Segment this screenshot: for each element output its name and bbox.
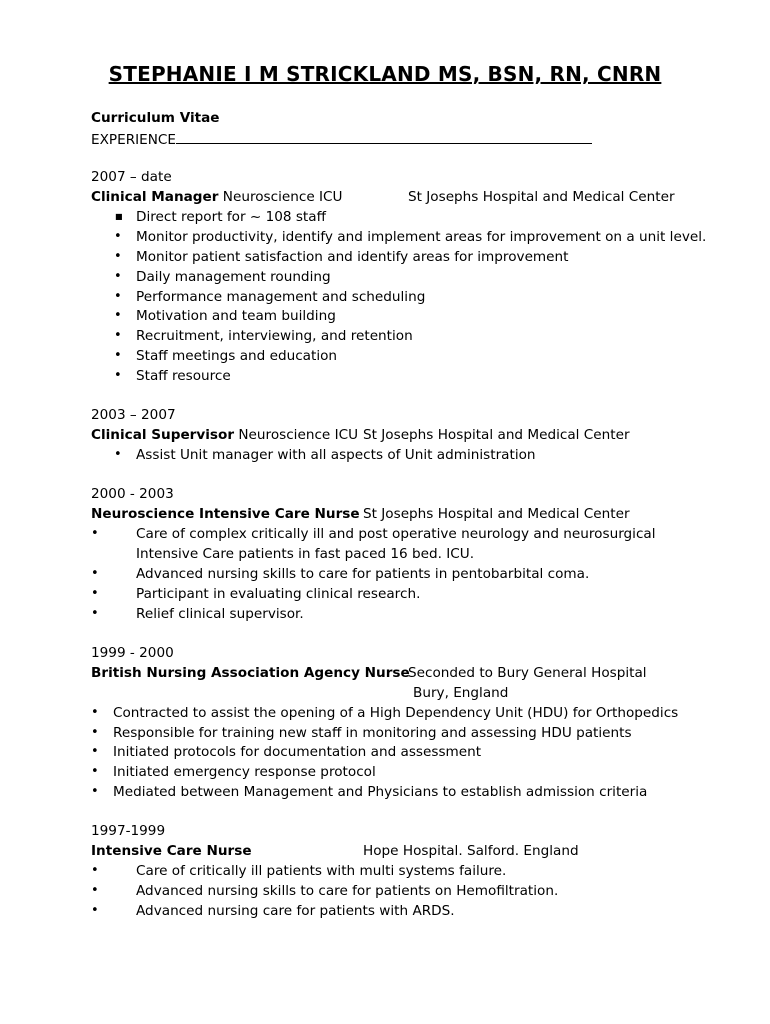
bullet-text: Initiated protocols for documentation and assessment	[113, 744, 482, 760]
entry-dates: 2007 – date	[91, 169, 172, 185]
bullet-text: Daily management rounding	[136, 269, 331, 285]
entry-employer-location: Bury, England	[413, 685, 509, 701]
bullet-text: Monitor patient satisfaction and identify areas for improvement	[136, 249, 569, 265]
bullet-icon: •	[91, 606, 99, 621]
entry-dates: 1999 - 2000	[91, 645, 174, 661]
entry-role: Clinical Manager	[91, 189, 219, 205]
bullet-icon: •	[114, 368, 122, 383]
bullet-icon: •	[114, 447, 122, 462]
bullet-icon: •	[91, 744, 99, 759]
bullet-text-continued: Intensive Care patients in fast paced 16 bed. ICU.	[136, 546, 475, 562]
bullet-icon: •	[91, 725, 99, 740]
bullet-icon: •	[114, 249, 122, 264]
entry-dates: 1997-1999	[91, 823, 166, 839]
entry-employer: St Josephs Hospital and Medical Center	[408, 189, 675, 205]
bullet-text: Relief clinical supervisor.	[136, 606, 304, 622]
bullet-icon: •	[91, 863, 99, 878]
page-title: STEPHANIE I M STRICKLAND MS, BSN, RN, CNRN	[108, 62, 662, 86]
bullet-icon: •	[114, 348, 122, 363]
entry-dates: 2000 - 2003	[91, 486, 174, 502]
entry-employer: St Josephs Hospital and Medical Center	[363, 427, 630, 443]
bullet-text: Care of critically ill patients with multi systems failure.	[136, 863, 507, 879]
bullet-text: Contracted to assist the opening of a High Dependency Unit (HDU) for Orthopedics	[113, 705, 679, 721]
entry-employer: St Josephs Hospital and Medical Center	[363, 506, 630, 522]
entry-role: British Nursing Association Agency Nurse	[91, 665, 410, 681]
entry-unit: Neuroscience ICU	[222, 189, 343, 205]
entry-role: Neuroscience Intensive Care Nurse	[91, 506, 360, 522]
experience-heading	[91, 129, 592, 149]
bullet-icon: •	[114, 308, 122, 323]
bullet-icon: •	[114, 229, 122, 244]
heading-underline	[176, 129, 592, 144]
bullet-icon: •	[114, 289, 122, 304]
bullet-icon: •	[114, 328, 122, 343]
entry-role: Clinical Supervisor	[91, 427, 235, 443]
bullet-text: Motivation and team building	[136, 308, 336, 324]
bullet-text: Mediated between Management and Physicians to establish admission criteria	[113, 784, 648, 800]
bullet-text: Staff resource	[136, 368, 231, 384]
bullet-text: Advanced nursing skills to care for patients in pentobarbital coma.	[136, 566, 590, 582]
bullet-text: Participant in evaluating clinical research.	[136, 586, 421, 602]
bullet-text: Care of complex critically ill and post operative neurology and neurosurgical	[136, 526, 656, 542]
entry-title	[91, 426, 358, 444]
bullet-text: Responsible for training new staff in monitoring and assessing HDU patients	[113, 725, 632, 741]
bullet-text: Direct report for ~ 108 staff	[136, 209, 326, 225]
experience-label: EXPERIENCE	[91, 132, 176, 148]
bullet-icon: •	[91, 526, 99, 541]
entry-employer: Seconded to Bury General Hospital	[408, 665, 647, 681]
bullet-icon: •	[114, 269, 122, 284]
square-bullet-icon: ■	[115, 212, 123, 221]
bullet-icon: •	[91, 586, 99, 601]
bullet-text: Advanced nursing care for patients with ARDS.	[136, 903, 455, 919]
bullet-text: Assist Unit manager with all aspects of Unit administration	[136, 447, 536, 463]
entry-title	[91, 188, 342, 206]
bullet-text: Initiated emergency response protocol	[113, 764, 376, 780]
cv-heading: Curriculum Vitae	[91, 110, 220, 126]
bullet-text: Recruitment, interviewing, and retention	[136, 328, 413, 344]
entry-role: Intensive Care Nurse	[91, 843, 252, 859]
bullet-text: Performance management and scheduling	[136, 289, 426, 305]
entry-employer: Hope Hospital. Salford. England	[363, 843, 579, 859]
bullet-icon: •	[91, 784, 99, 799]
bullet-icon: •	[91, 903, 99, 918]
entry-unit: Neuroscience ICU	[238, 427, 359, 443]
bullet-text: Staff meetings and education	[136, 348, 338, 364]
bullet-icon: •	[91, 705, 99, 720]
entry-dates: 2003 – 2007	[91, 407, 176, 423]
bullet-icon: •	[91, 883, 99, 898]
bullet-icon: •	[91, 764, 99, 779]
bullet-text: Advanced nursing skills to care for patients on Hemofiltration.	[136, 883, 559, 899]
bullet-text: Monitor productivity, identify and implement areas for improvement on a unit level.	[136, 229, 707, 245]
bullet-icon: •	[91, 566, 99, 581]
